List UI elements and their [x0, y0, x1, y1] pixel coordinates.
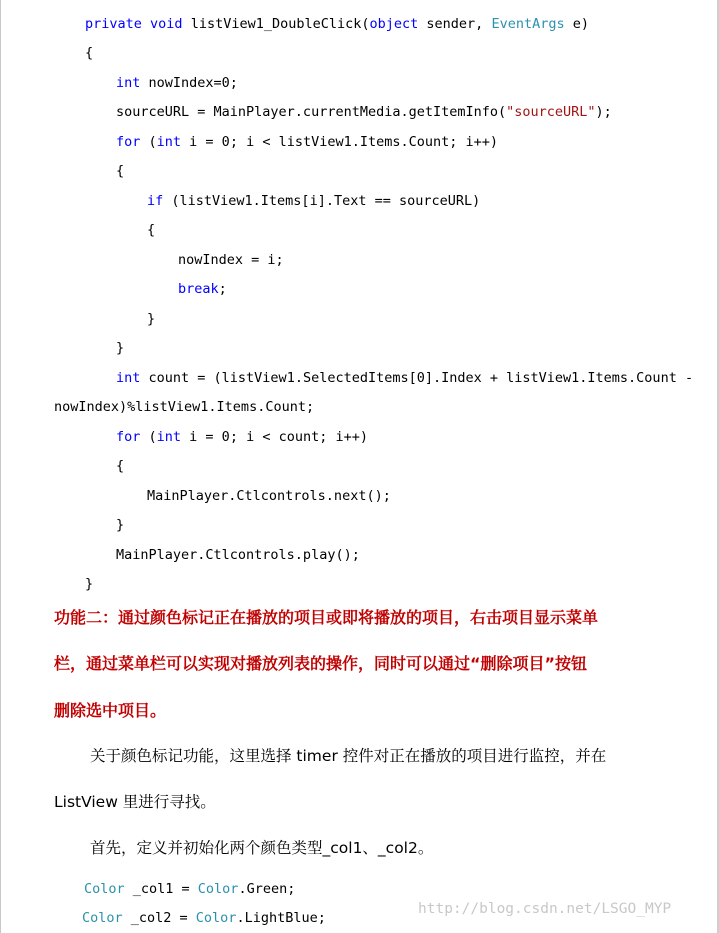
code-keyword: int — [116, 75, 141, 91]
code-text: _col1 = — [124, 881, 198, 897]
code-line — [85, 14, 589, 34]
code-text — [142, 16, 150, 32]
code-line — [82, 908, 326, 928]
code-line — [178, 279, 227, 299]
code-text: ( — [140, 429, 157, 445]
code-text: { — [85, 45, 94, 61]
feature-two-heading-line: 功能二：通过颜色标记正在播放的项目或即将播放的项目，右击项目显示菜单 — [54, 608, 599, 627]
code-text: MainPlayer.Ctlcontrols.play(); — [116, 547, 360, 563]
code-text: nowIndex = i; — [178, 252, 284, 268]
feature-two-heading-line: 删除选中项目。 — [54, 701, 167, 720]
code-text: (listView1.Items[i].Text == sourceURL) — [163, 193, 481, 209]
code-line — [116, 515, 124, 535]
code-string: "sourceURL" — [506, 104, 596, 120]
code-keyword: private — [85, 16, 142, 32]
code-text: } — [116, 517, 125, 533]
code-line — [116, 102, 612, 122]
code-line — [116, 338, 124, 358]
code-text: nowIndex)%listView1.Items.Count; — [54, 399, 315, 415]
code-type-name: Color — [84, 881, 125, 897]
blog-watermark: http://blog.csdn.net/LSGO_MYP — [418, 901, 672, 917]
page-left-border — [0, 0, 1, 933]
code-text: } — [116, 340, 125, 356]
code-text: { — [116, 163, 125, 179]
code-text: count = (listView1.SelectedItems[0].Index + listView1.Items.Count - — [140, 370, 694, 386]
code-text: .Green; — [238, 881, 296, 897]
code-line — [84, 879, 295, 899]
code-text: sender, — [418, 16, 492, 32]
code-text: { — [147, 222, 156, 238]
code-text: .LightBlue; — [236, 910, 326, 926]
code-text: { — [116, 458, 125, 474]
code-keyword: for — [116, 134, 141, 150]
code-text: } — [85, 576, 94, 592]
code-text: ; — [218, 281, 227, 297]
feature-two-heading-line: 栏，通过菜单栏可以实现对播放列表的操作，同时可以通过“删除项目”按钮 — [54, 654, 588, 673]
code-type-name: Color — [195, 910, 237, 926]
code-keyword: break — [178, 281, 219, 297]
code-line — [147, 486, 391, 506]
code-text: _col2 = — [122, 910, 196, 926]
code-keyword: int — [116, 370, 141, 386]
code-keyword: object — [369, 16, 419, 32]
code-text: i = 0; i < count; i++) — [181, 429, 368, 445]
code-line — [178, 250, 284, 270]
code-line — [85, 574, 93, 594]
code-text: i = 0; i < listView1.Items.Count; i++) — [181, 134, 499, 150]
body-paragraph: ListView 里进行寻找。 — [54, 793, 216, 811]
code-text: listView1_DoubleClick( — [182, 16, 370, 32]
code-text: ); — [595, 104, 612, 120]
code-line — [85, 43, 93, 63]
code-line — [116, 545, 360, 565]
code-text: e) — [564, 16, 589, 32]
code-keyword: int — [156, 429, 182, 445]
code-line — [116, 73, 238, 93]
code-keyword: int — [156, 134, 182, 150]
code-text: nowIndex=0; — [140, 75, 238, 91]
code-line — [147, 220, 155, 240]
code-text: sourceURL = MainPlayer.currentMedia.getItemInfo( — [116, 104, 507, 120]
code-line — [116, 132, 498, 152]
code-line — [147, 191, 480, 211]
code-text: ( — [140, 134, 157, 150]
code-line — [116, 427, 368, 447]
code-keyword: if — [147, 193, 164, 209]
code-line — [116, 161, 124, 181]
code-text: } — [147, 311, 156, 327]
code-text: MainPlayer.Ctlcontrols.next(); — [147, 488, 391, 504]
code-line — [54, 397, 314, 417]
code-keyword: void — [150, 16, 183, 32]
code-keyword: for — [116, 429, 141, 445]
body-paragraph: 首先，定义并初始化两个颜色类型_col1、_col2。 — [90, 839, 434, 857]
code-line — [116, 456, 124, 476]
code-type-name: Color — [197, 881, 239, 897]
code-line — [147, 309, 155, 329]
code-type-name: EventArgs — [491, 16, 565, 32]
code-type-name: Color — [82, 910, 123, 926]
code-line — [116, 368, 693, 388]
body-paragraph: 关于颜色标记功能，这里选择 timer 控件对正在播放的项目进行监控，并在 — [90, 747, 607, 765]
